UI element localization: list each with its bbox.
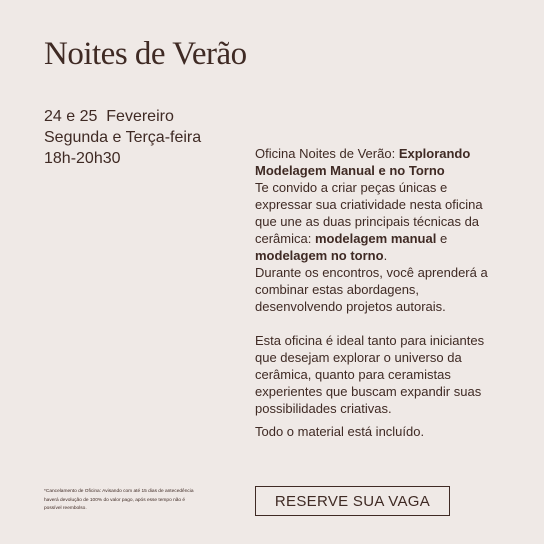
intro-prefix: Oficina Noites de Verão: — [255, 146, 399, 161]
techniques-text: Te convido a criar peças únicas e expressar sua criatividade nesta oficina que une as duas principais técnicas da cerâmica: — [255, 180, 483, 246]
schedule-block — [44, 106, 201, 169]
reserve-button-label: RESERVE SUA VAGA — [274, 492, 431, 510]
materials-paragraph: Todo o material está incluído. — [255, 424, 425, 439]
page-title: Noites de Verão — [44, 36, 247, 72]
techniques-paragraph — [255, 179, 500, 264]
technique-manual: modelagem manual — [314, 231, 437, 246]
schedule-hours: 18h-20h30 — [44, 150, 121, 167]
audience-paragraph: Esta oficina é ideal tanto para iniciantes que desejam explorar o universo da cerâmica, quanto para ceramistas experientes que buscam expandir suas possibilidades criativas. — [255, 333, 485, 416]
techniques-joiner: e — [436, 231, 448, 246]
encounters-paragraph: Durante os encontros, você aprenderá a combinar estas abordagens, desenvolvendo projetos autorais. — [255, 265, 488, 314]
cancellation-policy: *Cancelamento de Oficina: Avisando com até 15 dias de antecedência haverá devolução de 100% do valor pago, após esse tempo não é possível reembolso. — [44, 489, 194, 511]
intro-highlight: Explorando Modelagem Manual e no Torno — [255, 146, 471, 178]
technique-wheel: modelagem no torno — [255, 248, 384, 263]
reserve-button[interactable] — [255, 486, 450, 516]
techniques-period: . — [383, 248, 388, 263]
schedule-days: Segunda e Terça-feira — [44, 129, 202, 146]
intro-paragraph — [255, 145, 500, 179]
schedule-dates: 24 e 25 Fevereiro — [44, 108, 174, 125]
workshop-description — [255, 145, 500, 440]
